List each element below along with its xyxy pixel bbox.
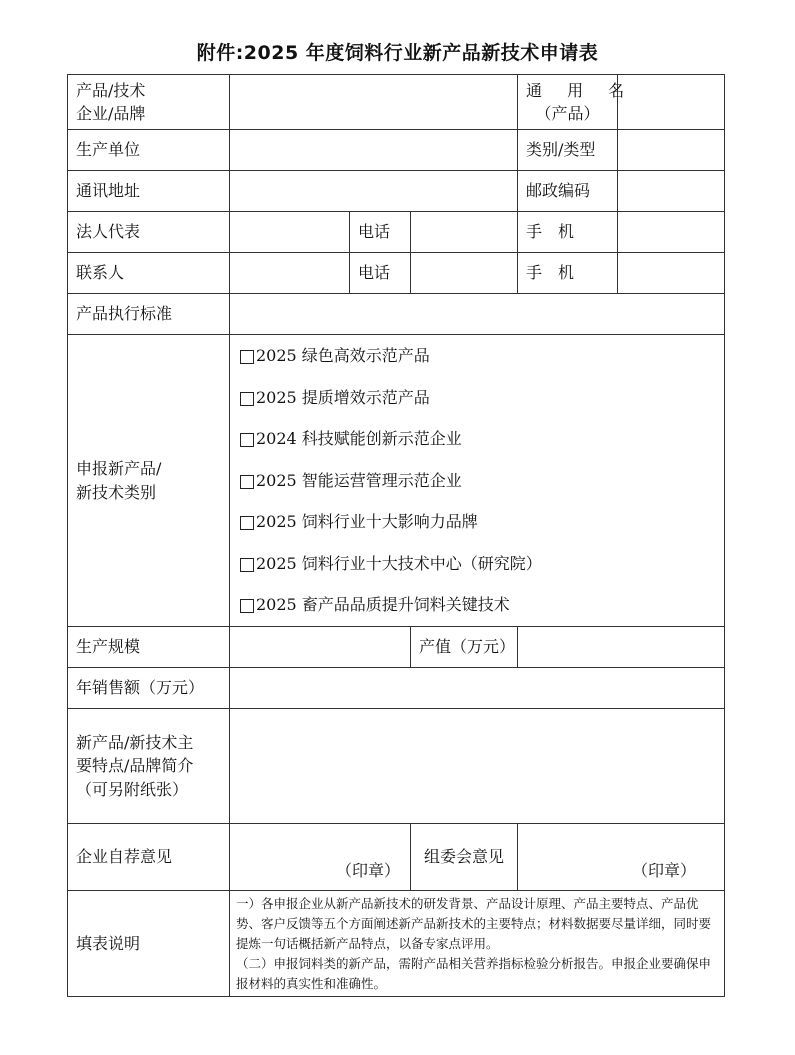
row-opinion [68,824,725,891]
features-label: 新产品/新技术主 要特点/品牌简介 （可另附纸张） [68,709,230,824]
sales-label: 年销售额（万元） [68,668,230,709]
application-form-table [67,74,725,997]
scale-field[interactable] [230,627,411,668]
seal-label: （印章） [335,860,400,880]
contact-field[interactable] [230,253,350,294]
row-standard [68,294,725,335]
option-tech-innovation-enterprise[interactable] [240,418,716,460]
address-field[interactable] [230,171,518,212]
legal-rep-mobile-field[interactable] [618,212,725,253]
category-label: 申报新产品/ 新技术类别 [68,335,230,627]
contact-label: 联系人 [68,253,230,294]
option-top-ten-brand[interactable] [240,501,716,543]
option-label: 2025 畜产品品质提升饲料关键技术 [256,595,510,615]
option-label: 2025 智能运营管理示范企业 [256,470,462,490]
producer-field[interactable] [230,130,518,171]
row-product [68,75,725,130]
instructions-text [230,891,725,997]
checkbox-icon[interactable] [240,433,254,447]
row-scale [68,627,725,668]
category-options [230,335,725,627]
row-sales [68,668,725,709]
option-label: 2025 绿色高效示范产品 [256,346,430,366]
checkbox-icon[interactable] [240,516,254,530]
standard-label: 产品执行标准 [68,294,230,335]
legal-rep-mobile-label: 手 机 [518,212,618,253]
instructions-label: 填表说明 [68,891,230,997]
instructions-paragraph: （二）申报饲料类的新产品，需附产品相关营养指标检验分析报告。申报企业要确保申报材料的真实性和准确性。 [236,955,712,991]
contact-phone-field[interactable] [411,253,518,294]
output-value-label: 产值（万元） [411,627,518,668]
committee-opinion-label: 组委会意见 [411,824,518,891]
checkbox-icon[interactable] [240,599,254,613]
self-recommendation-label: 企业自荐意见 [68,824,230,891]
option-label: 2024 科技赋能创新示范企业 [256,429,462,449]
legal-rep-phone-label: 电话 [350,212,411,253]
category-type-field[interactable] [618,130,725,171]
row-category [68,335,725,627]
product-brand-label: 产品/技术 企业/品牌 [68,75,230,130]
legal-rep-label: 法人代表 [68,212,230,253]
option-label: 2025 饲料行业十大技术中心（研究院） [256,553,542,573]
sales-field[interactable] [230,668,725,709]
legal-rep-phone-field[interactable] [411,212,518,253]
self-recommendation-field[interactable] [230,824,411,891]
category-type-label: 类别/类型 [518,130,618,171]
product-brand-field[interactable] [230,75,518,130]
option-key-feed-technology[interactable] [240,584,716,626]
option-smart-operation-enterprise[interactable] [240,460,716,502]
option-quality-efficiency-product[interactable] [240,377,716,419]
legal-rep-field[interactable] [230,212,350,253]
checkbox-icon[interactable] [240,558,254,572]
producer-label: 生产单位 [68,130,230,171]
output-value-field[interactable] [518,627,725,668]
postcode-field[interactable] [618,171,725,212]
address-label: 通讯地址 [68,171,230,212]
row-contact [68,253,725,294]
option-label: 2025 提质增效示范产品 [256,387,430,407]
row-features [68,709,725,824]
instructions-paragraph: 一）各申报企业从新产品新技术的研发背景、产品设计原理、产品主要特点、产品优势、客户反馈等五个方面阐述新产品新技术的主要特点；材料数据要尽量详细，同时要提炼一句话概括新产品特点，以备专家点评用。 [236,895,712,951]
page-title: 附件:2025 年度饲料行业新产品新技术申请表 [196,42,599,64]
features-field[interactable] [230,709,725,824]
row-legal-rep [68,212,725,253]
option-label: 2025 饲料行业十大影响力品牌 [256,512,478,532]
row-address [68,171,725,212]
option-green-efficient-product[interactable] [240,335,716,377]
standard-field[interactable] [230,294,725,335]
scale-label: 生产规模 [68,627,230,668]
checkbox-icon[interactable] [240,475,254,489]
contact-mobile-field[interactable] [618,253,725,294]
row-notes [68,891,725,997]
committee-opinion-field[interactable] [518,824,725,891]
checkbox-icon[interactable] [240,350,254,364]
common-name-label: 通 用 名 （产品） [518,75,618,130]
row-producer [68,130,725,171]
contact-mobile-label: 手 机 [518,253,618,294]
option-top-ten-tech-center[interactable] [240,543,716,585]
postcode-label: 邮政编码 [518,171,618,212]
contact-phone-label: 电话 [350,253,411,294]
seal-label: （印章） [631,860,696,880]
checkbox-icon[interactable] [240,392,254,406]
